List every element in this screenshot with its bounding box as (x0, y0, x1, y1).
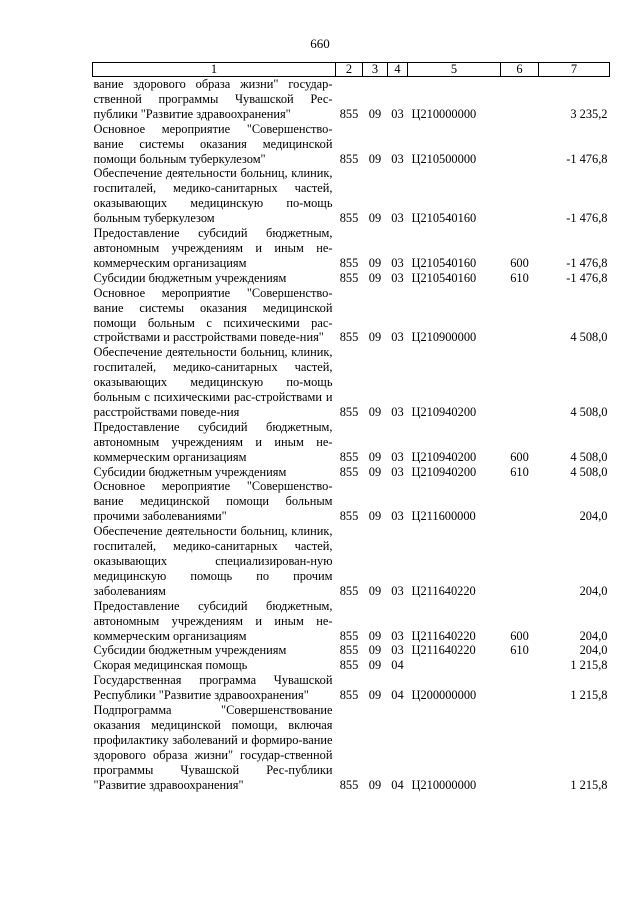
row-subsection-code: 03 (391, 509, 404, 524)
row-ministry-code: 855 (339, 211, 359, 226)
row-subsection-code: 04 (391, 658, 404, 673)
row-name-cell: Предоставление субсидий бюджетным, автономным учреждениям и иным не-коммерческим организациям (93, 226, 333, 270)
row-target-article: Ц210540160 (411, 255, 477, 270)
row-amount: -1 476,8 (566, 255, 608, 270)
row-section-code: 09 (368, 643, 382, 658)
row-target-article: Ц210540160 (411, 270, 477, 285)
row-name-cell: Основное мероприятие "Совершенство-вание системы оказания медицинской помощи больным с психическими рас-стройствами и расстройствами поведе-ния" (93, 285, 333, 345)
row-name-cell: Обеспечение деятельности больниц, клиник, госпиталей, медико-санитарных частей, оказывающих медицинскую по-мощь больным с психическими рас-стройствами и расстройствами поведе-ния (93, 345, 333, 419)
row-name-cell: Основное мероприятие "Совершенство-вание системы оказания медицинской помощи больным туберкулезом" (93, 121, 333, 166)
row-amount: 1 215,8 (570, 688, 608, 703)
table-row (93, 271, 610, 286)
row-target-article: Ц211640220 (411, 643, 476, 658)
table-row (93, 166, 610, 226)
row-subsection-code: 03 (391, 583, 404, 598)
row-name-cell: Субсидии бюджетным учреждениям (93, 643, 287, 658)
row-subsection-code: 03 (391, 628, 404, 643)
table-row (93, 658, 610, 673)
row-section-code: 09 (368, 330, 382, 345)
row-section-code: 09 (368, 583, 382, 598)
row-ministry-code: 855 (339, 643, 359, 658)
row-target-article: Ц200000000 (411, 688, 477, 703)
table-row (93, 599, 610, 644)
row-ministry-code: 855 (339, 255, 359, 270)
row-target-article: Ц210940200 (411, 404, 477, 419)
table-row (93, 479, 610, 524)
row-expense-type: 600 (510, 449, 529, 464)
row-ministry-code: 855 (339, 106, 359, 121)
row-expense-type (501, 524, 539, 599)
table-row (93, 643, 610, 658)
row-amount: 204,0 (579, 583, 608, 598)
row-target-article: Ц210540160 (411, 211, 477, 226)
row-expense-type: 610 (510, 464, 529, 479)
table-row (93, 226, 610, 271)
row-expense-type: 610 (510, 270, 529, 285)
row-target-article: Ц210000000 (411, 106, 477, 121)
row-section-code: 09 (368, 255, 382, 270)
row-target-article: Ц211600000 (411, 509, 476, 524)
row-ministry-code: 855 (339, 270, 359, 285)
row-ministry-code: 855 (339, 688, 359, 703)
table-row (93, 286, 610, 346)
table-row (93, 703, 610, 792)
table-row (93, 524, 610, 599)
row-ministry-code: 855 (339, 404, 359, 419)
row-amount: 204,0 (579, 643, 608, 658)
row-subsection-code: 04 (391, 777, 404, 792)
row-amount: 204,0 (579, 628, 608, 643)
column-header-2: 2 (336, 63, 363, 77)
row-amount: 4 508,0 (570, 449, 608, 464)
row-expense-type: 600 (510, 628, 529, 643)
table-row (93, 673, 610, 703)
row-subsection-code: 03 (391, 464, 404, 479)
row-section-code: 09 (368, 688, 382, 703)
row-amount: 4 508,0 (570, 404, 608, 419)
row-subsection-code: 03 (391, 270, 404, 285)
column-header-6: 6 (501, 63, 539, 77)
row-amount: 1 215,8 (570, 658, 608, 673)
row-subsection-code: 03 (391, 255, 404, 270)
page-number: 660 (310, 36, 330, 51)
row-subsection-code: 04 (391, 688, 404, 703)
row-section-code: 09 (368, 777, 382, 792)
row-target-article: Ц211640220 (411, 583, 476, 598)
row-ministry-code: 855 (339, 330, 359, 345)
row-subsection-code: 03 (391, 330, 404, 345)
row-section-code: 09 (368, 106, 382, 121)
row-amount: 4 508,0 (570, 464, 608, 479)
row-amount: 1 215,8 (570, 777, 608, 792)
row-section-code: 09 (368, 404, 382, 419)
row-section-code: 09 (368, 509, 382, 524)
row-ministry-code: 855 (339, 628, 359, 643)
row-amount: -1 476,8 (566, 211, 608, 226)
row-target-article (408, 658, 501, 673)
row-subsection-code: 03 (391, 106, 404, 121)
table-header-row (93, 63, 610, 77)
row-section-code: 09 (368, 628, 382, 643)
row-expense-type: 610 (510, 643, 529, 658)
row-expense-type (501, 673, 539, 703)
row-name-cell: Предоставление субсидий бюджетным, автономным учреждениям и иным не-коммерческим организациям (93, 598, 333, 643)
table-row (93, 420, 610, 465)
row-expense-type: 600 (510, 255, 529, 270)
table-row (93, 122, 610, 167)
row-section-code: 09 (368, 211, 382, 226)
row-name-cell: Обеспечение деятельности больниц, клиник, госпиталей, медико-санитарных частей, оказывающих специализирован-ную медицинскую помощь по прочим заболеваниям (93, 524, 333, 598)
row-target-article: Ц210940200 (411, 464, 477, 479)
row-subsection-code: 03 (391, 211, 404, 226)
row-amount: -1 476,8 (566, 270, 608, 285)
row-name-cell: Подпрограмма "Совершенствование оказания медицинской помощи, включая профилактику заболеваний и формиро-вание здорового образа жизни" государ-ственной программы Чувашской Рес-публики "Развитие здравоохранения" (93, 703, 333, 792)
row-name-cell: Основное мероприятие "Совершенство-вание медицинской помощи больным прочими заболеваниями" (93, 479, 333, 524)
column-header-3: 3 (363, 63, 388, 77)
row-target-article: Ц210900000 (411, 330, 477, 345)
row-amount: 3 235,2 (570, 106, 608, 121)
row-ministry-code: 855 (339, 464, 359, 479)
row-section-code: 09 (368, 151, 382, 166)
row-amount: 4 508,0 (570, 330, 608, 345)
row-expense-type (501, 345, 539, 420)
column-header-1: 1 (93, 63, 336, 77)
row-ministry-code: 855 (339, 583, 359, 598)
row-section-code: 09 (368, 449, 382, 464)
budget-table (92, 62, 610, 793)
row-subsection-code: 03 (391, 404, 404, 419)
row-expense-type (501, 479, 539, 524)
row-ministry-code: 855 (339, 151, 359, 166)
row-subsection-code: 03 (391, 151, 404, 166)
row-ministry-code: 855 (339, 777, 359, 792)
row-name-cell: Государственная программа Чувашской Республики "Развитие здравоохранения" (93, 673, 333, 703)
row-name-cell: Субсидии бюджетным учреждениям (93, 270, 287, 285)
row-target-article: Ц210940200 (411, 449, 477, 464)
row-amount: -1 476,8 (566, 151, 608, 166)
table-row (93, 465, 610, 480)
row-name-cell: вание здорового образа жизни" государ-ственной программы Чувашской Рес-публики "Развитие здравоохранения" (93, 77, 333, 121)
row-name-cell: Скорая медицинская помощь (93, 658, 248, 673)
row-expense-type (501, 703, 539, 792)
row-name-cell: Предоставление субсидий бюджетным, автономным учреждениям и иным не-коммерческим организациям (93, 419, 333, 464)
row-expense-type (501, 658, 539, 673)
row-section-code: 09 (368, 464, 382, 479)
row-expense-type (501, 77, 539, 122)
row-section-code: 09 (368, 658, 382, 673)
column-header-5: 5 (408, 63, 501, 77)
row-expense-type (501, 122, 539, 167)
column-header-7: 7 (539, 63, 610, 77)
row-expense-type (501, 286, 539, 346)
row-target-article: Ц210000000 (411, 777, 477, 792)
row-name-cell: Субсидии бюджетным учреждениям (93, 464, 287, 479)
row-ministry-code: 855 (339, 509, 359, 524)
row-name-cell: Обеспечение деятельности больниц, клиник, госпиталей, медико-санитарных частей, оказывающих медицинскую по-мощь больным туберкулезом (93, 166, 333, 226)
row-section-code: 09 (368, 270, 382, 285)
table-row (93, 345, 610, 420)
row-expense-type (501, 166, 539, 226)
row-ministry-code: 855 (339, 449, 359, 464)
column-header-4: 4 (388, 63, 408, 77)
row-ministry-code: 855 (339, 658, 359, 673)
row-target-article: Ц210500000 (411, 151, 477, 166)
row-subsection-code: 03 (391, 643, 404, 658)
row-target-article: Ц211640220 (411, 628, 476, 643)
row-subsection-code: 03 (391, 449, 404, 464)
row-amount: 204,0 (579, 509, 608, 524)
table-row (93, 77, 610, 122)
